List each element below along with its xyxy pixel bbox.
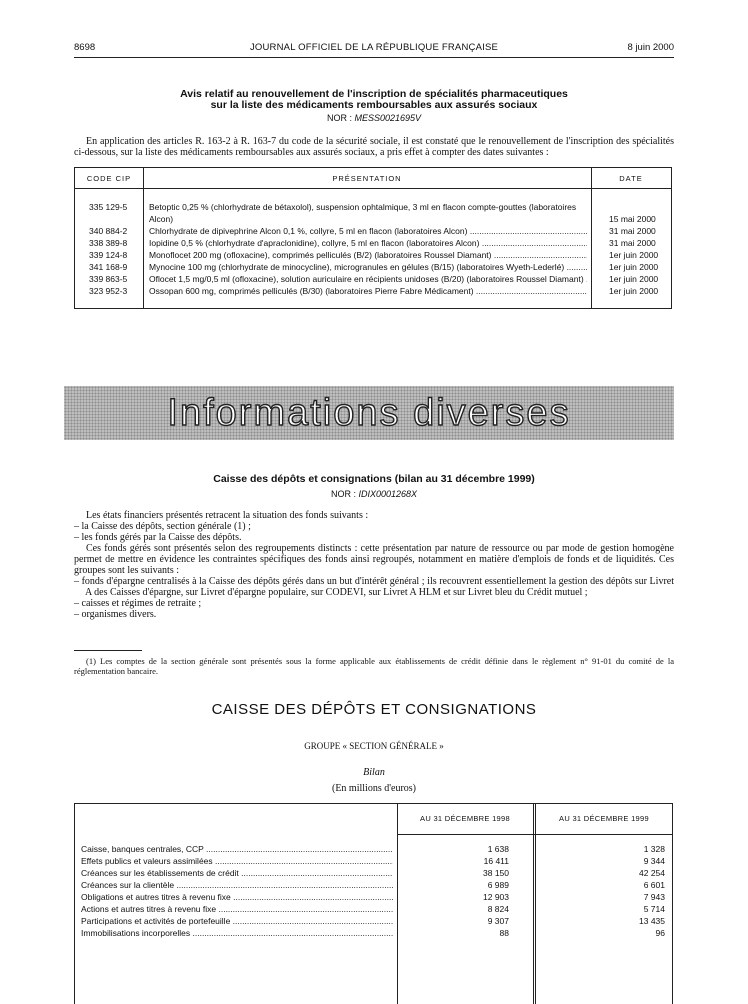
cip-code: 341 168-9	[89, 262, 128, 272]
header-divider	[397, 834, 672, 835]
row-label: Créances sur la clientèle .....	[81, 880, 393, 892]
presentation-text: Betoptic 0,25 % (chlorhydrate de bétaxolol), suspension ophtalmique, 3 ml en flacon compte-gouttes (laboratoires Alcon)	[149, 202, 577, 224]
medicines-table	[74, 167, 672, 309]
section-banner-title: Informations diverses	[167, 392, 571, 434]
cip-code: 338 389-8	[89, 238, 128, 248]
cip-code: 323 952-3	[89, 286, 128, 296]
caisse-nor	[74, 489, 674, 499]
col-header-presentation: PRÉSENTATION	[332, 174, 402, 183]
row-label: Effets publics et valeurs assimilées .....	[81, 856, 393, 868]
header-divider	[75, 188, 671, 189]
value-1998: 12 903	[483, 892, 509, 902]
group-title: GROUPE « SECTION GÉNÉRALE »	[304, 741, 444, 751]
value-1999: 1 328	[643, 844, 665, 854]
issue-date: 8 juin 2000	[627, 42, 674, 53]
row-date: 1er juin 2000	[609, 262, 659, 272]
presentation-text: Ossopan 600 mg, comprimés pelliculés (B/30) (laboratoires Pierre Fabre Médicament) .....	[149, 286, 587, 298]
row-label: Caisse, banques centrales, CCP .....	[81, 844, 393, 856]
nor-label: NOR :	[330, 489, 356, 499]
presentation-text: Mynocine 100 mg (chlorhydrate de minocycline), microgranules en gélules (B/15) (laboratoires Wyeth-Lederlé) .....	[149, 262, 587, 274]
presentation-text: Monoflocet 200 mg (ofloxacine), comprimés pelliculés (B/2) (laboratoires Roussel Diamant) .....	[149, 250, 587, 262]
row-label: Participations et activités de portefeuille .....	[81, 916, 393, 928]
cip-code: 339 863-5	[89, 274, 128, 284]
page-header	[74, 42, 674, 56]
list-item: – caisses et régimes de retraite ;	[74, 598, 202, 609]
fund-list	[74, 521, 674, 543]
value-1998: 88	[499, 928, 509, 938]
bilan-label: Bilan	[363, 767, 385, 778]
footnote	[74, 656, 674, 676]
avis-title-line1: Avis relatif au renouvellement de l'inscription de spécialités pharmaceutiques	[180, 88, 568, 100]
row-label: Créances sur les établissements de crédit .....	[81, 868, 393, 880]
col-header-1999: AU 31 DÉCEMBRE 1999	[559, 814, 649, 823]
avis-nor	[74, 113, 674, 123]
avis-title-line2: sur la liste des médicaments remboursables aux assurés sociaux	[210, 99, 538, 111]
row-date: 1er juin 2000	[609, 250, 659, 260]
row-date: 15 mai 2000	[609, 214, 656, 224]
unit-label: (En millions d'euros)	[331, 783, 416, 794]
row-label: Obligations et autres titres à revenu fixe .....	[81, 892, 393, 904]
avis-intro	[74, 136, 674, 158]
nor-value: IDIX0001268X	[358, 489, 418, 499]
value-1999: 6 601	[643, 880, 665, 890]
value-1999: 9 344	[643, 856, 665, 866]
list-item: – organismes divers.	[74, 609, 157, 620]
row-date: 31 mai 2000	[609, 238, 656, 248]
value-1998: 9 307	[487, 916, 509, 926]
row-date: 1er juin 2000	[609, 274, 659, 284]
row-date: 31 mai 2000	[609, 226, 656, 236]
value-1999: 96	[655, 928, 665, 938]
row-date: 1er juin 2000	[609, 286, 659, 296]
col-header-1998: AU 31 DÉCEMBRE 1998	[420, 814, 510, 823]
row-label: Actions et autres titres à revenu fixe .....	[81, 904, 393, 916]
value-1998: 1 638	[487, 844, 509, 854]
nor-label: NOR :	[326, 113, 352, 123]
col-divider	[591, 168, 592, 308]
list-item: – la Caisse des dépôts, section générale (1) ;	[74, 521, 251, 532]
section-title: CAISSE DES DÉPÔTS ET CONSIGNATIONS	[211, 701, 537, 718]
footnote-text: (1) Les comptes de la section générale sont présentés sous la forme applicable aux établissements de crédit définie dans le règlement n° 91-01 du comité de la réglementation bancaire.	[74, 656, 674, 676]
col-header-code: CODE CIP	[86, 174, 132, 183]
group-list	[74, 576, 674, 620]
value-1999: 42 254	[639, 868, 665, 878]
footnote-rule	[74, 650, 142, 651]
caisse-paragraph: Les états financiers présentés retracent la situation des fonds suivants :	[86, 510, 369, 521]
list-item: – les fonds gérés par la Caisse des dépôts.	[74, 532, 242, 543]
value-1998: 16 411	[483, 856, 509, 866]
avis-intro-text: En application des articles R. 163-2 à R. 163-7 du code de la sécurité sociale, il est constaté que le renouvellement de l'inscription des spécialités ci-dessous, sur la liste des médicaments remboursables aux assurés sociaux, a pris effet à compter des dates suivantes :	[74, 136, 674, 158]
header-rule	[74, 57, 674, 58]
value-1999: 5 714	[643, 904, 665, 914]
balance-table	[74, 803, 673, 1004]
row-label: Immobilisations incorporelles .....	[81, 928, 393, 940]
cip-code: 340 884-2	[89, 226, 128, 236]
presentation-text: Iopidine 0,5 % (chlorhydrate d'apraclonidine), collyre, 5 ml en flacon (laboratoires Alcon) .....	[149, 238, 587, 250]
value-1999: 7 943	[643, 892, 665, 902]
value-1998: 6 989	[487, 880, 509, 890]
cip-code: 339 124-8	[89, 250, 128, 260]
avis-title	[74, 89, 674, 111]
presentation-text: Oflocet 1,5 mg/0,5 ml (ofloxacine), solution auriculaire en récipients unidoses (B/20) (laboratoires Roussel Diamant) .....	[149, 274, 587, 286]
caisse-body	[74, 510, 674, 620]
value-1998: 8 824	[487, 904, 509, 914]
nor-value: MESS0021695V	[354, 113, 422, 123]
list-item: – fonds d'épargne centralisés à la Caisse des dépôts gérés dans un but d'intérêt général ; ils recouvrent essentiellement la gestion des dépôts sur Livret A des Caisses d'épargne, sur Livret d'épargne populaire, sur CODEVI, sur Livret A HLM et sur Livret bleu du Crédit mutuel ;	[74, 576, 674, 598]
col-header-date: DATE	[619, 174, 643, 183]
page-number: 8698	[74, 42, 96, 53]
cip-code: 335 129-5	[89, 202, 128, 212]
value-1998: 38 150	[483, 868, 509, 878]
presentation-text: Chlorhydrate de dipivephrine Alcon 0,1 %, collyre, 5 ml en flacon (laboratoires Alcon) .....	[149, 226, 587, 238]
journal-title: JOURNAL OFFICIEL DE LA RÉPUBLIQUE FRANÇAISE	[249, 42, 499, 53]
caisse-paragraph: Ces fonds gérés sont présentés selon des regroupements distincts : cette présentation par nature de ressource ou par mode de gestion homogène permet de mettre en évidence les contraintes spécifiques des fonds ainsi regroupés, notamment en matière d'emplois de fonds et de liquidités. Ces groupes sont les suivants :	[74, 543, 674, 576]
value-1999: 13 435	[639, 916, 665, 926]
caisse-title: Caisse des dépôts et consignations (bilan au 31 décembre 1999)	[213, 473, 535, 485]
